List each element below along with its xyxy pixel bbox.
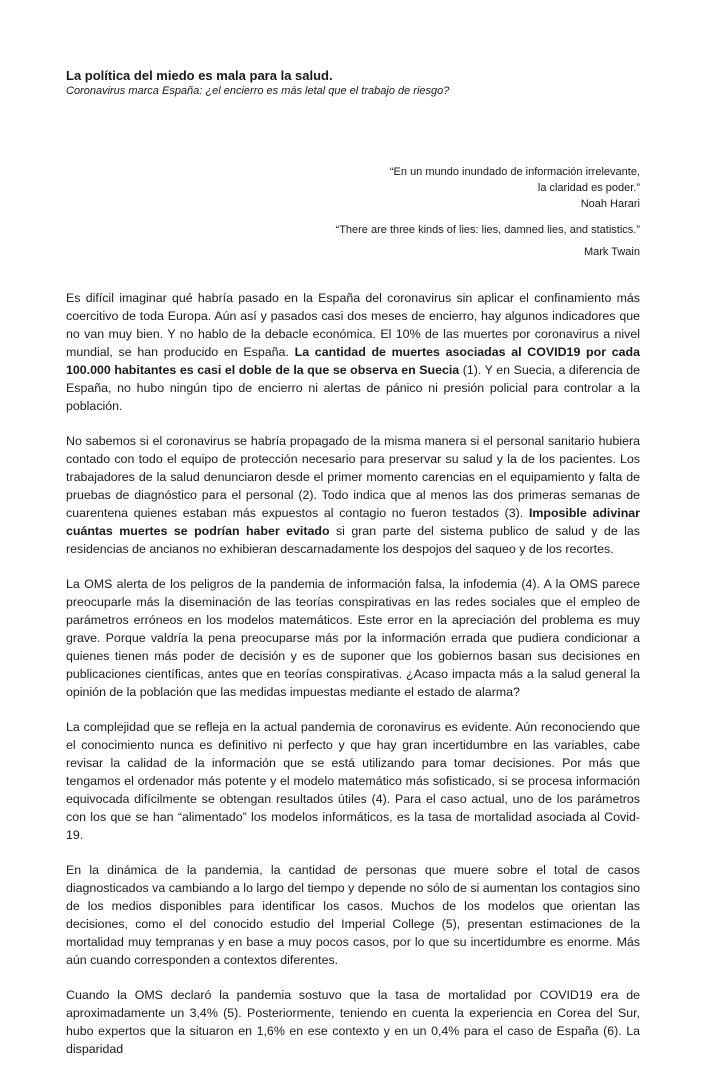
paragraph-2-text-b: si gran parte del sistema publico de salud y de las residencias de ancianos no exhibieran descarnadamente los despojos del saqueo y de los recortes. [66, 524, 640, 556]
paragraph-3: La OMS alerta de los peligros de la pandemia de información falsa, la infodemia (4). A la OMS parece preocuparle más la diseminación de las teorías conspirativas en las redes sociales que el empleo de parámetros erróneos en los modelos matemáticos. Este error en la apreciación del problema es muy grave. Porque valdría la pena preocuparse más por la información errada que pudiera condicionar a quienes tienen más poder de decisión y es de suponer que los gobiernos basan sus decisiones en publicaciones científicas, antes que en teorías conspirativas. ¿Acaso impacta más a la salud general la opinión de la población que las medidas impuestas mediante el estado de alarma? [66, 577, 640, 699]
paragraph-5: En la dinámica de la pandemia, la cantidad de personas que muere sobre el total de casos diagnosticados va cambiando a lo largo del tiempo y depende no sólo de si aumentan los contagios sino de los medios disponibles para identificar los casos. Muchos de los modelos que orientan las decisiones, como el del conocido estudio del Imperial College (5), presentan estimaciones de la mortalidad muy tempranas y en base a muy pocos casos, por lo que su incertidumbre es enorme. Más aún cuando corresponden a contextos diferentes. [66, 863, 640, 967]
epigraph-1-line-2: la claridad es poder.” [537, 182, 640, 194]
paragraph-6: Cuando la OMS declaró la pandemia sostuvo que la tasa de mortalidad por COVID19 era de aproximadamente un 3,4% (5). Posteriormente, teniendo en cuenta la experiencia en Corea del Sur, hubo expertos que la situaron en 1,6% en ese contexto y en un 0,4% para el caso de España (6). La disparidad [66, 988, 640, 1056]
paragraph-1-highlight: La cantidad de muertes asociadas al COVID19 por cada 100.000 habitantes es casi el doble de la que se observa en Suecia [66, 345, 640, 377]
epigraph-2-quote: “There are three kinds of lies: lies, damned lies, and statistics.” [335, 224, 640, 236]
paragraph-2-highlight: Imposible adivinar cuántas muertes se podrían haber evitado [66, 506, 640, 538]
paragraph-1-text-a: Es difícil imaginar qué habría pasado en la España del coronavirus sin aplicar el confinamiento más coercitivo de toda Europa. Aún así y pasados casi dos meses de encierro, hay algunos indicadores que no van muy bien. Y no hablo de la debacle económica. El 10% de las muertes por coronavirus a nivel mundial, se han producido en España. [66, 291, 640, 359]
document-subtitle: Coronavirus marca España: ¿el encierro es más letal que el trabajo de riesgo? [66, 85, 450, 97]
paragraph-1 [66, 289, 640, 415]
paragraph-2-text-a: No sabemos si el coronavirus se habría propagado de la misma manera si el personal sanitario hubiera contado con todo el equipo de protección necesario para preservar su salud y la de los pacientes. Los trabajadores de la salud denunciaron desde el primer momento carencias en el equipamiento y falta de pruebas de diagnóstico para el personal (2). Todo indica que al menos las dos primeras semanas de cuarentena quienes estaban más expuestos al contagio no fueron testados (3). [66, 434, 640, 520]
article-body [66, 289, 640, 1058]
epigraphs [66, 164, 640, 260]
paragraph-2 [66, 432, 640, 558]
paragraph-1-text-b: (1). Y en Suecia, a diferencia de España, no hubo ningún tipo de encierro ni alertas de pánico ni presión policial para controlar a la población. [66, 363, 640, 413]
document-page [66, 68, 640, 1075]
epigraph-1-line-1: “En un mundo inundado de información irrelevante, [389, 166, 640, 178]
paragraph-4: La complejidad que se refleja en la actual pandemia de coronavirus es evidente. Aún reconociendo que el conocimiento nunca es definitivo ni perfecto y que hay gran incertidumbre en las variables, cabe revisar la calidad de la información que se está utilizando para tomar decisiones. Por más que tengamos el ordenador más potente y el modelo matemático más sofisticado, si se procesa información equivocada difícilmente se obtengan resultados útiles (4). Para el caso actual, uno de los parámetros con los que se han “alimentado” los modelos informáticos, es la tasa de mortalidad asociada al Covid-19. [66, 720, 640, 842]
epigraph-1-author: Noah Harari [580, 198, 640, 210]
epigraph-2-author: Mark Twain [583, 246, 640, 258]
document-title: La política del miedo es mala para la salud. [66, 68, 333, 83]
